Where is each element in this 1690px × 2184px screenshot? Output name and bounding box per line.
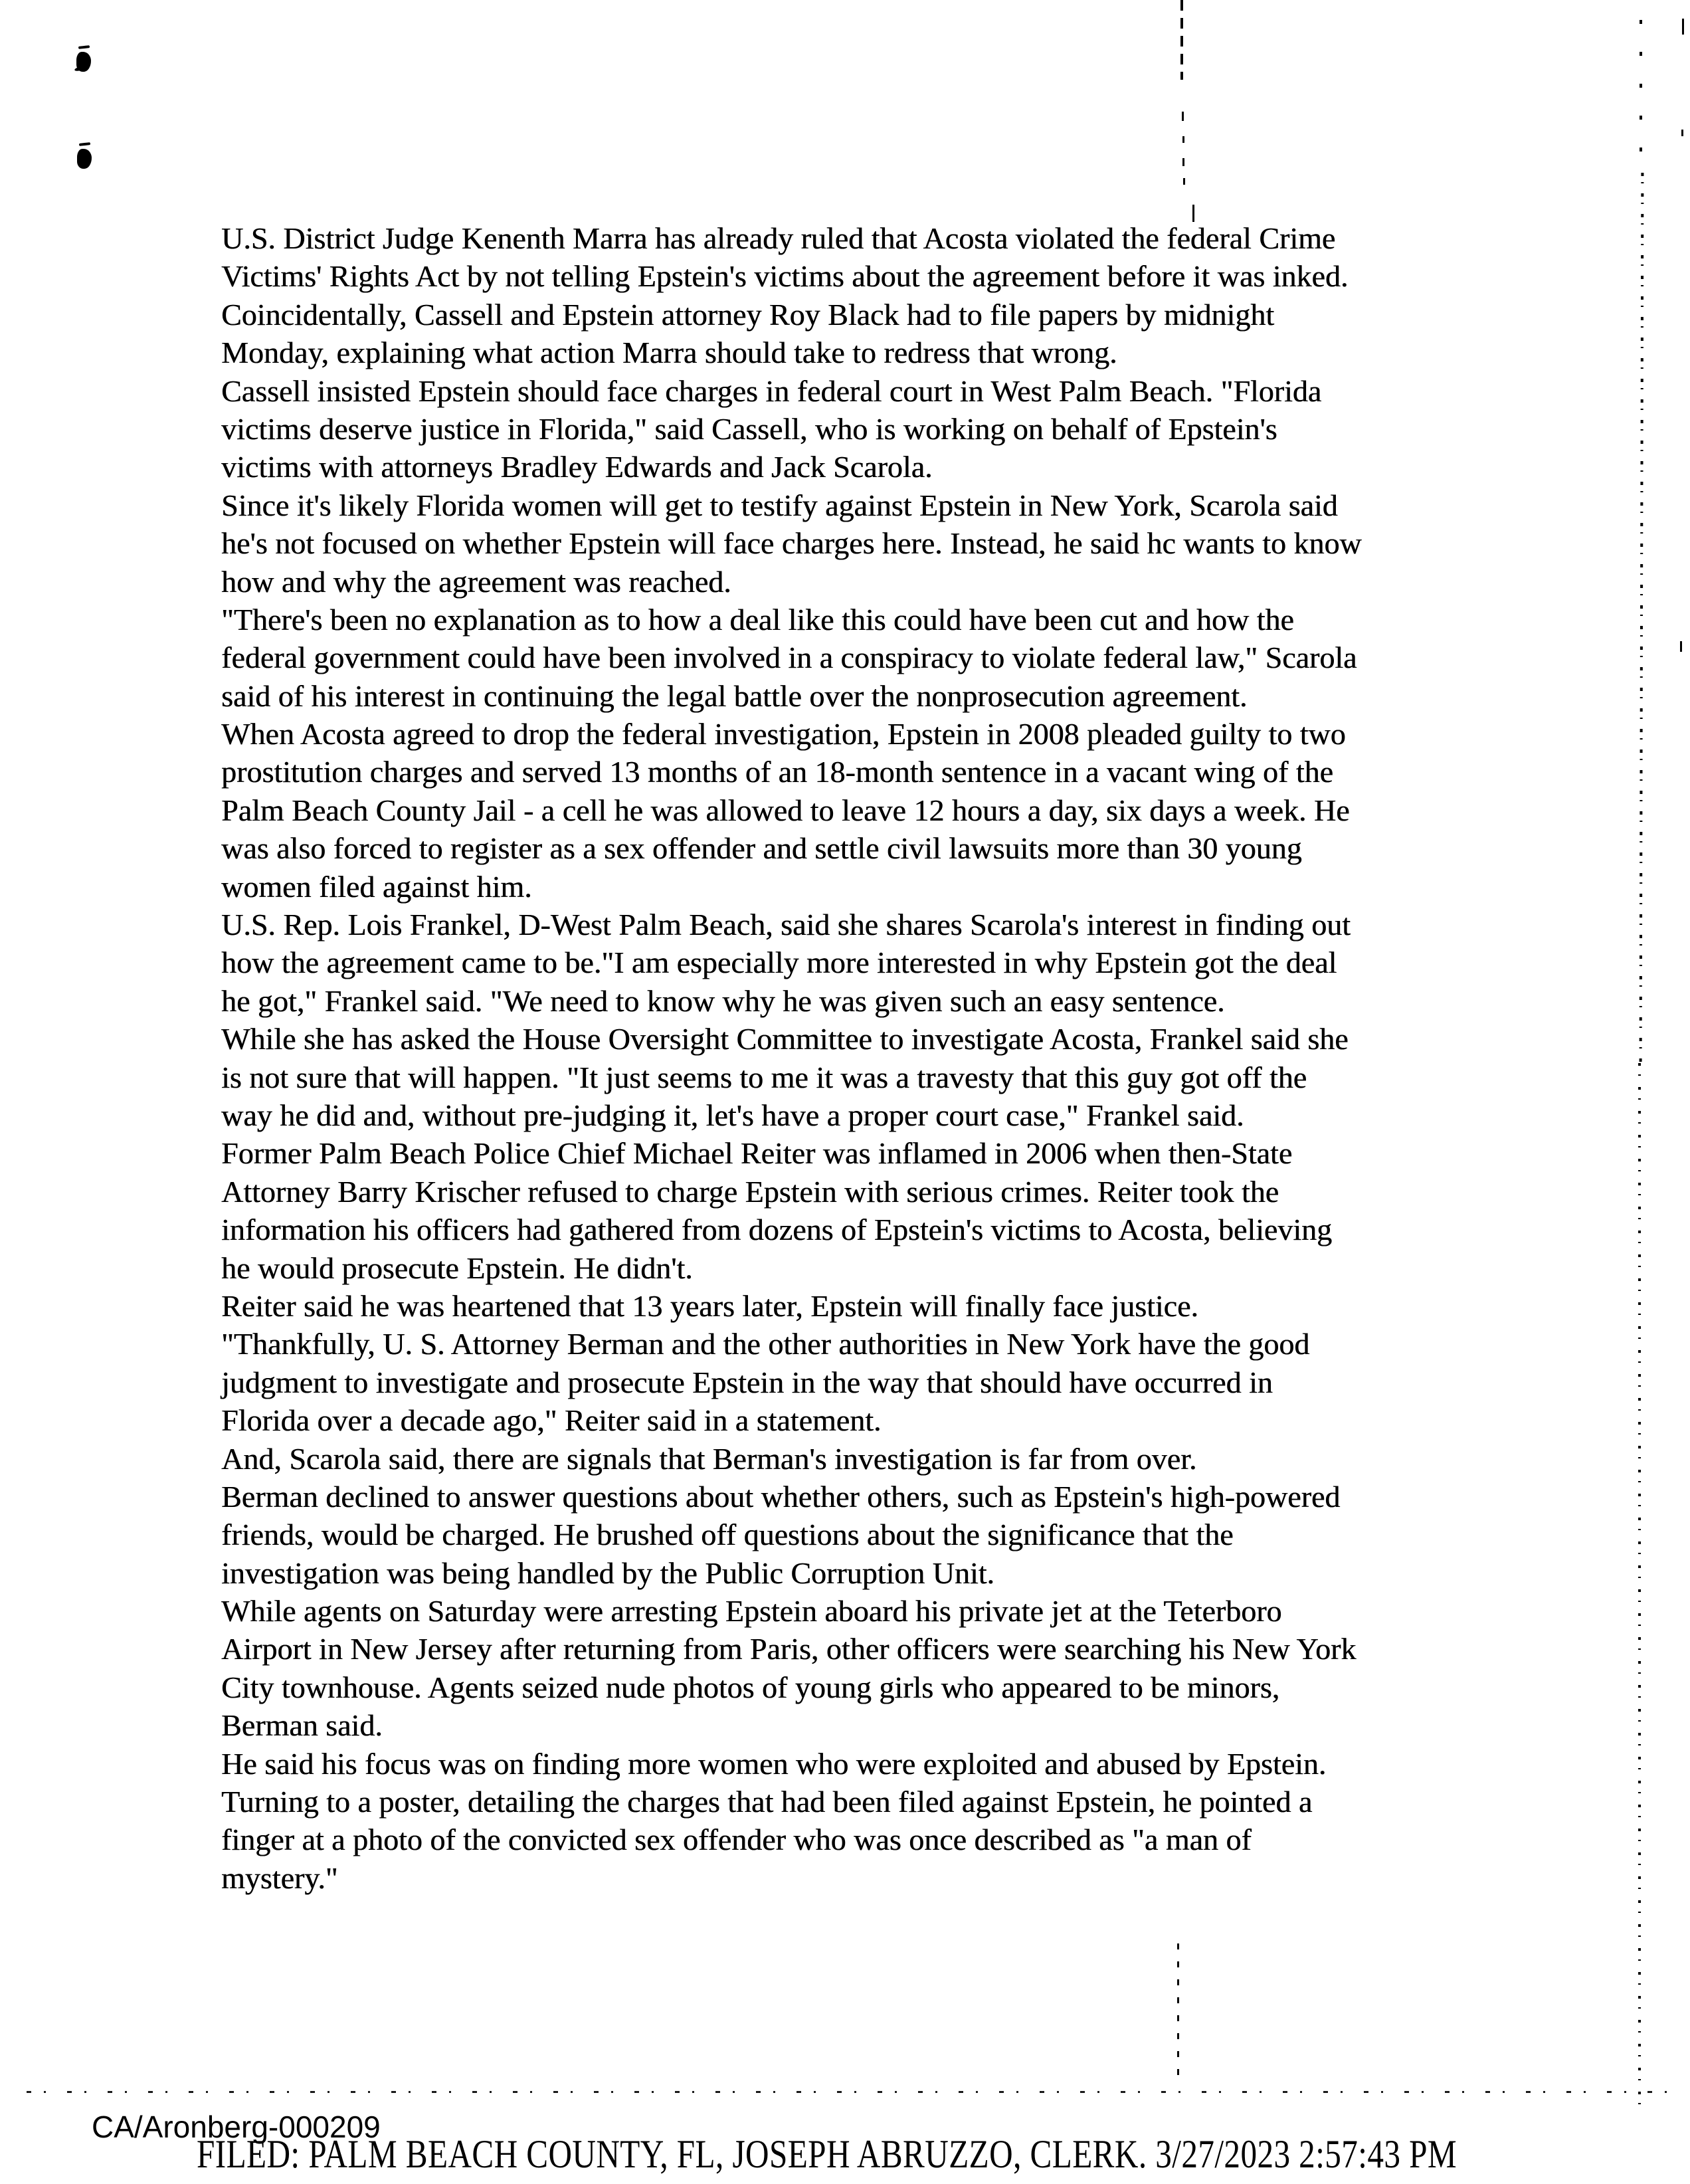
text-line: how the agreement came to be."I am especially more interested in why Epstein got the deal xyxy=(221,945,1337,980)
paragraph xyxy=(221,372,1362,486)
scan-crease-line xyxy=(1180,0,1183,80)
text-line: Coincidentally, Cassell and Epstein attorney Roy Black had to file papers by midnight xyxy=(221,297,1274,332)
text-line: "There's been no explanation as to how a deal like this could have been cut and how the xyxy=(221,602,1294,637)
paragraph xyxy=(221,1287,1362,1325)
paragraph xyxy=(221,1592,1362,1745)
text-line: Florida over a decade ago," Reiter said in a statement. xyxy=(221,1403,882,1438)
text-line: Victims' Rights Act by not telling Epstein's victims about the agreement before it was inked. xyxy=(221,259,1349,294)
text-line: Palm Beach County Jail - a cell he was allowed to leave 12 hours a day, six days a week. He xyxy=(221,793,1350,827)
scan-speck xyxy=(1182,136,1184,143)
scan-speck xyxy=(1682,19,1684,35)
paragraph xyxy=(221,601,1362,715)
text-line: U.S. Rep. Lois Frankel, D-West Palm Beach, said she shares Scarola's interest in finding out xyxy=(221,908,1351,942)
text-line: was also forced to register as a sex offender and settle civil lawsuits more than 30 young xyxy=(221,831,1302,866)
paragraph xyxy=(221,1134,1362,1287)
paragraph xyxy=(221,486,1362,601)
text-line: He said his focus was on finding more women who were exploited and abused by Epstein. xyxy=(221,1746,1327,1781)
text-line: Since it's likely Florida women will get to testify against Epstein in New York, Scarola said xyxy=(221,488,1338,522)
text-line: friends, would be charged. He brushed off questions about the significance that the xyxy=(221,1518,1234,1552)
text-line: judgment to investigate and prosecute Epstein in the way that should have occurred in xyxy=(221,1365,1273,1399)
text-line: City townhouse. Agents seized nude photos of young girls who appeared to be minors, xyxy=(221,1670,1280,1704)
text-line: Berman declined to answer questions about whether others, such as Epstein's high-powered xyxy=(221,1479,1341,1514)
paragraph xyxy=(221,1020,1362,1134)
text-line: Attorney Barry Krischer refused to charge Epstein with serious crimes. Reiter took the xyxy=(221,1174,1279,1209)
hole-punch-mark xyxy=(76,52,91,72)
text-line: investigation was being handled by the Public Corruption Unit. xyxy=(221,1555,994,1590)
text-line: finger at a photo of the convicted sex offender who was once described as "a man of xyxy=(221,1823,1252,1857)
document-text-block xyxy=(221,219,1362,1897)
text-line: Reiter said he was heartened that 13 years later, Epstein will finally face justice. xyxy=(221,1288,1198,1323)
paragraph xyxy=(221,1478,1362,1592)
text-line: federal government could have been involved in a conspiracy to violate federal law," Scarola xyxy=(221,641,1357,675)
bates-number: CA/Aronberg-000209 xyxy=(92,2110,381,2144)
text-line: "Thankfully, U. S. Attorney Berman and the other authorities in New York have the good xyxy=(221,1327,1310,1361)
paragraph xyxy=(221,1440,1362,1478)
paragraph xyxy=(221,906,1362,1020)
text-line: he would prosecute Epstein. He didn't. xyxy=(221,1250,693,1285)
text-line: information his officers had gathered from dozens of Epstein's victims to Acosta, believing xyxy=(221,1213,1332,1247)
scan-speck xyxy=(1182,158,1184,166)
text-line: Turning to a poster, detailing the charges that had been filed against Epstein, he pointed a xyxy=(221,1785,1313,1819)
scan-crease-line xyxy=(1177,1943,1179,2076)
paragraph xyxy=(221,1745,1362,1898)
text-line: women filed against him. xyxy=(221,869,532,904)
filed-stamp: FILED: PALM BEACH COUNTY, FL, JOSEPH ABRUZZO, CLERK. 3/27/2023 2:57:43 PM xyxy=(197,2132,1457,2176)
text-line: U.S. District Judge Kenenth Marra has already ruled that Acosta violated the federal Crime xyxy=(221,221,1336,255)
text-line: mystery." xyxy=(221,1860,338,1895)
scan-noise-line xyxy=(27,2091,1677,2093)
text-line: prostitution charges and served 13 months of an 18-month sentence in a vacant wing of the xyxy=(221,755,1333,789)
text-line: Berman said. xyxy=(221,1708,383,1743)
text-line: he got," Frankel said. "We need to know why he was given such an easy sentence. xyxy=(221,983,1225,1018)
text-line: said of his interest in continuing the legal battle over the nonprosecution agreement. xyxy=(221,678,1248,713)
scan-edge-line xyxy=(1640,173,1644,1063)
paragraph xyxy=(221,219,1362,372)
text-line: way he did and, without pre-judging it, let's have a proper court case," Frankel said. xyxy=(221,1098,1244,1132)
scan-speck xyxy=(1182,112,1184,121)
text-line: victims with attorneys Bradley Edwards and Jack Scarola. xyxy=(221,450,933,484)
hole-punch-mark xyxy=(77,149,92,169)
text-line: Former Palm Beach Police Chief Michael Reiter was inflamed in 2006 when then-State xyxy=(221,1136,1293,1171)
text-line: how and why the agreement was reached. xyxy=(221,564,731,599)
scan-speck xyxy=(1681,130,1683,136)
text-line: While she has asked the House Oversight Committee to investigate Acosta, Frankel said she xyxy=(221,1022,1349,1056)
paragraph xyxy=(221,1325,1362,1439)
text-line: he's not focused on whether Epstein will face charges here. Instead, he said hc wants to know xyxy=(221,526,1362,561)
scan-speck xyxy=(1183,178,1185,185)
scan-edge-line xyxy=(1640,20,1642,173)
text-line: Cassell insisted Epstein should face charges in federal court in West Palm Beach. "Florida xyxy=(221,373,1322,408)
text-line: Airport in New Jersey after returning from Paris, other officers were searching his New York xyxy=(221,1632,1357,1666)
text-line: victims deserve justice in Florida," said Cassell, who is working on behalf of Epstein's xyxy=(221,411,1277,446)
text-line: is not sure that will happen. "It just seems to me it was a travesty that this guy got off the xyxy=(221,1060,1307,1094)
text-line: Monday, explaining what action Marra should take to redress that wrong. xyxy=(221,336,1117,370)
scan-speck xyxy=(1680,641,1682,652)
text-line: While agents on Saturday were arresting Epstein aboard his private jet at the Teterboro xyxy=(221,1594,1282,1629)
scan-edge-line xyxy=(1638,1063,1641,2106)
text-line: When Acosta agreed to drop the federal investigation, Epstein in 2008 pleaded guilty to two xyxy=(221,717,1346,751)
text-line: And, Scarola said, there are signals that Berman's investigation is far from over. xyxy=(221,1441,1197,1476)
paragraph xyxy=(221,715,1362,906)
